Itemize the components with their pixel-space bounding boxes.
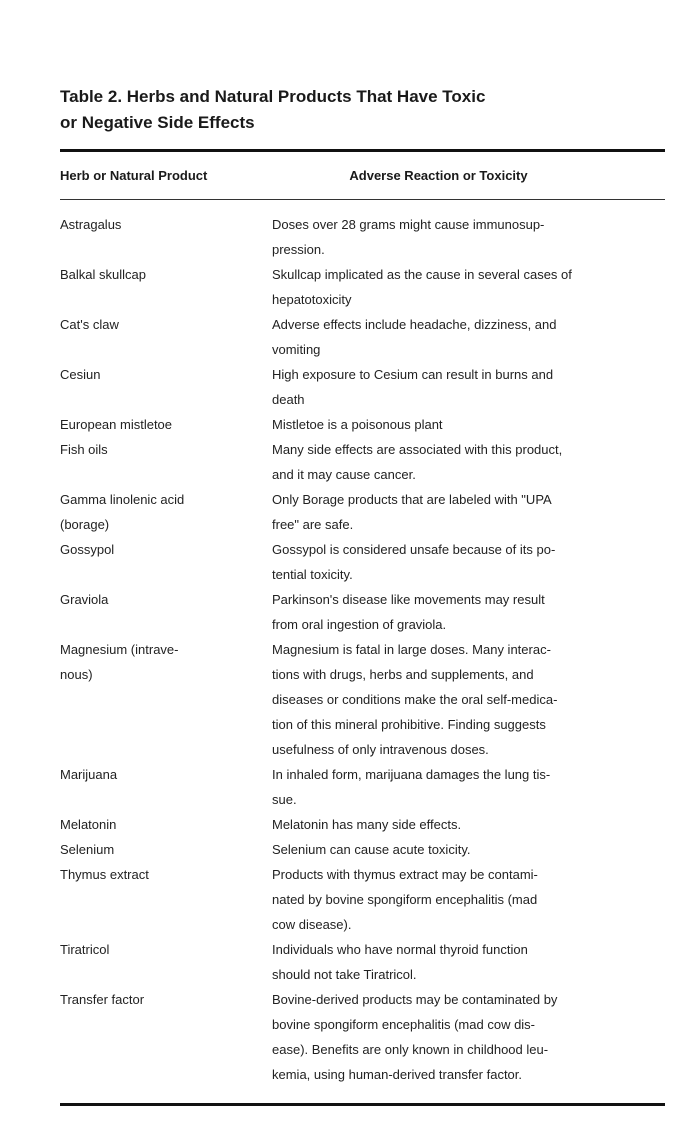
herb-cell bbox=[60, 987, 272, 1012]
effect-text-line: bovine spongiform encephalitis (mad cow dis- bbox=[272, 1017, 536, 1032]
effect-cell bbox=[272, 987, 665, 1087]
table-header bbox=[60, 152, 665, 199]
effect-cell bbox=[272, 262, 665, 312]
table-body bbox=[60, 200, 665, 1087]
effect-text-line: free" are safe. bbox=[272, 517, 354, 532]
effect-text-line: kemia, using human-derived transfer factor. bbox=[272, 1067, 523, 1082]
effect-text-line: nated by bovine spongiform encephalitis (mad bbox=[272, 892, 538, 907]
herb-cell bbox=[60, 587, 272, 612]
effect-text-line: hepatotoxicity bbox=[272, 292, 352, 307]
table-row bbox=[60, 812, 665, 837]
effect-text-line: pression. bbox=[272, 242, 325, 257]
effect-cell bbox=[272, 812, 665, 837]
table-row bbox=[60, 312, 665, 362]
herb-text-line: (borage) bbox=[60, 517, 110, 532]
effect-text-line: cow disease). bbox=[272, 917, 352, 932]
effect-text-line: High exposure to Cesium can result in burns and bbox=[272, 367, 554, 382]
effect-cell bbox=[272, 312, 665, 362]
table-row bbox=[60, 862, 665, 937]
herb-cell bbox=[60, 487, 272, 537]
effect-text-line: tential toxicity. bbox=[272, 567, 353, 582]
herb-text-line: Magnesium (intrave- bbox=[60, 642, 179, 657]
herb-cell bbox=[60, 837, 272, 862]
effect-text-line: Skullcap implicated as the cause in several cases of bbox=[272, 267, 572, 282]
herb-text-line: Melatonin bbox=[60, 817, 117, 832]
table-row bbox=[60, 637, 665, 762]
herb-text-line: Selenium bbox=[60, 842, 115, 857]
effect-cell bbox=[272, 862, 665, 937]
effect-text-line: Magnesium is fatal in large doses. Many interac- bbox=[272, 642, 551, 657]
table-row bbox=[60, 837, 665, 862]
table-container bbox=[60, 84, 665, 1106]
effect-text-line: ease). Benefits are only known in childhood leu- bbox=[272, 1042, 549, 1057]
effect-cell bbox=[272, 762, 665, 812]
header-herb: Herb or Natural Product bbox=[60, 168, 208, 183]
effect-text-line: vomiting bbox=[272, 342, 321, 357]
effect-cell bbox=[272, 487, 665, 537]
herb-cell bbox=[60, 362, 272, 387]
herb-cell bbox=[60, 812, 272, 837]
herb-text-line: Cat's claw bbox=[60, 317, 119, 332]
table-row bbox=[60, 987, 665, 1087]
effect-cell bbox=[272, 362, 665, 412]
effect-text-line: sue. bbox=[272, 792, 297, 807]
table-row bbox=[60, 437, 665, 487]
effect-text-line: Melatonin has many side effects. bbox=[272, 817, 462, 832]
table-row bbox=[60, 587, 665, 637]
herb-text-line: Marijuana bbox=[60, 767, 118, 782]
herb-text-line: European mistletoe bbox=[60, 417, 173, 432]
herb-cell bbox=[60, 437, 272, 462]
effect-text-line: Selenium can cause acute toxicity. bbox=[272, 842, 471, 857]
table-row bbox=[60, 937, 665, 987]
effect-text-line: usefulness of only intravenous doses. bbox=[272, 742, 489, 757]
effect-text-line: Adverse effects include headache, dizziness, and bbox=[272, 317, 557, 332]
table-row bbox=[60, 762, 665, 812]
effect-text-line: Only Borage products that are labeled with "UPA bbox=[272, 492, 552, 507]
effect-text-line: tions with drugs, herbs and supplements, and bbox=[272, 667, 534, 682]
effect-text-line: death bbox=[272, 392, 305, 407]
effect-cell bbox=[272, 937, 665, 987]
effect-text-line: from oral ingestion of graviola. bbox=[272, 617, 447, 632]
header-effect: Adverse Reaction or Toxicity bbox=[349, 168, 528, 183]
effect-text-line: Bovine-derived products may be contaminated by bbox=[272, 992, 558, 1007]
effect-text-line: Doses over 28 grams might cause immunosup- bbox=[272, 217, 545, 232]
effect-cell bbox=[272, 837, 665, 862]
effect-cell bbox=[272, 437, 665, 487]
herb-text-line: Tiratricol bbox=[60, 942, 110, 957]
effect-text-line: Products with thymus extract may be contami- bbox=[272, 867, 538, 882]
herb-cell bbox=[60, 212, 272, 237]
effect-cell bbox=[272, 587, 665, 637]
herb-cell bbox=[60, 637, 272, 687]
herb-text-line: Thymus extract bbox=[60, 867, 149, 882]
effect-cell bbox=[272, 637, 665, 762]
effect-text-line: Many side effects are associated with this product, bbox=[272, 442, 563, 457]
herb-text-line: Transfer factor bbox=[60, 992, 145, 1007]
table-title-line-1: Table 2. Herbs and Natural Products That Have Toxic bbox=[60, 87, 486, 106]
table-row bbox=[60, 262, 665, 312]
effect-cell bbox=[272, 412, 665, 437]
herb-text-line: Gamma linolenic acid bbox=[60, 492, 185, 507]
herb-text-line: Astragalus bbox=[60, 217, 122, 232]
herb-cell bbox=[60, 262, 272, 287]
effect-text-line: diseases or conditions make the oral self-medica- bbox=[272, 692, 558, 707]
herb-text-line: Gossypol bbox=[60, 542, 115, 557]
table-row bbox=[60, 412, 665, 437]
table-title-line-2: or Negative Side Effects bbox=[60, 113, 255, 132]
herb-cell bbox=[60, 537, 272, 562]
herb-cell bbox=[60, 862, 272, 887]
effect-text-line: In inhaled form, marijuana damages the lung tis- bbox=[272, 767, 551, 782]
effect-cell bbox=[272, 212, 665, 262]
effect-text-line: tion of this mineral prohibitive. Finding suggests bbox=[272, 717, 546, 732]
effect-text-line: Mistletoe is a poisonous plant bbox=[272, 417, 443, 432]
bottom-rule bbox=[60, 1103, 665, 1106]
table-row bbox=[60, 362, 665, 412]
herb-cell bbox=[60, 412, 272, 437]
effect-text-line: should not take Tiratricol. bbox=[272, 967, 417, 982]
effect-text-line: and it may cause cancer. bbox=[272, 467, 416, 482]
effect-cell bbox=[272, 537, 665, 587]
herb-text-line: Fish oils bbox=[60, 442, 108, 457]
effect-text-line: Individuals who have normal thyroid function bbox=[272, 942, 528, 957]
herb-cell bbox=[60, 762, 272, 787]
herb-text-line: nous) bbox=[60, 667, 93, 682]
herb-text-line: Balkal skullcap bbox=[60, 267, 146, 282]
table-row bbox=[60, 212, 665, 262]
herb-text-line: Graviola bbox=[60, 592, 109, 607]
table-title bbox=[60, 84, 520, 136]
table-row bbox=[60, 537, 665, 587]
herb-text-line: Cesiun bbox=[60, 367, 101, 382]
table-row bbox=[60, 487, 665, 537]
effect-text-line: Parkinson's disease like movements may result bbox=[272, 592, 545, 607]
herb-cell bbox=[60, 312, 272, 337]
herb-cell bbox=[60, 937, 272, 962]
effect-text-line: Gossypol is considered unsafe because of its po- bbox=[272, 542, 556, 557]
